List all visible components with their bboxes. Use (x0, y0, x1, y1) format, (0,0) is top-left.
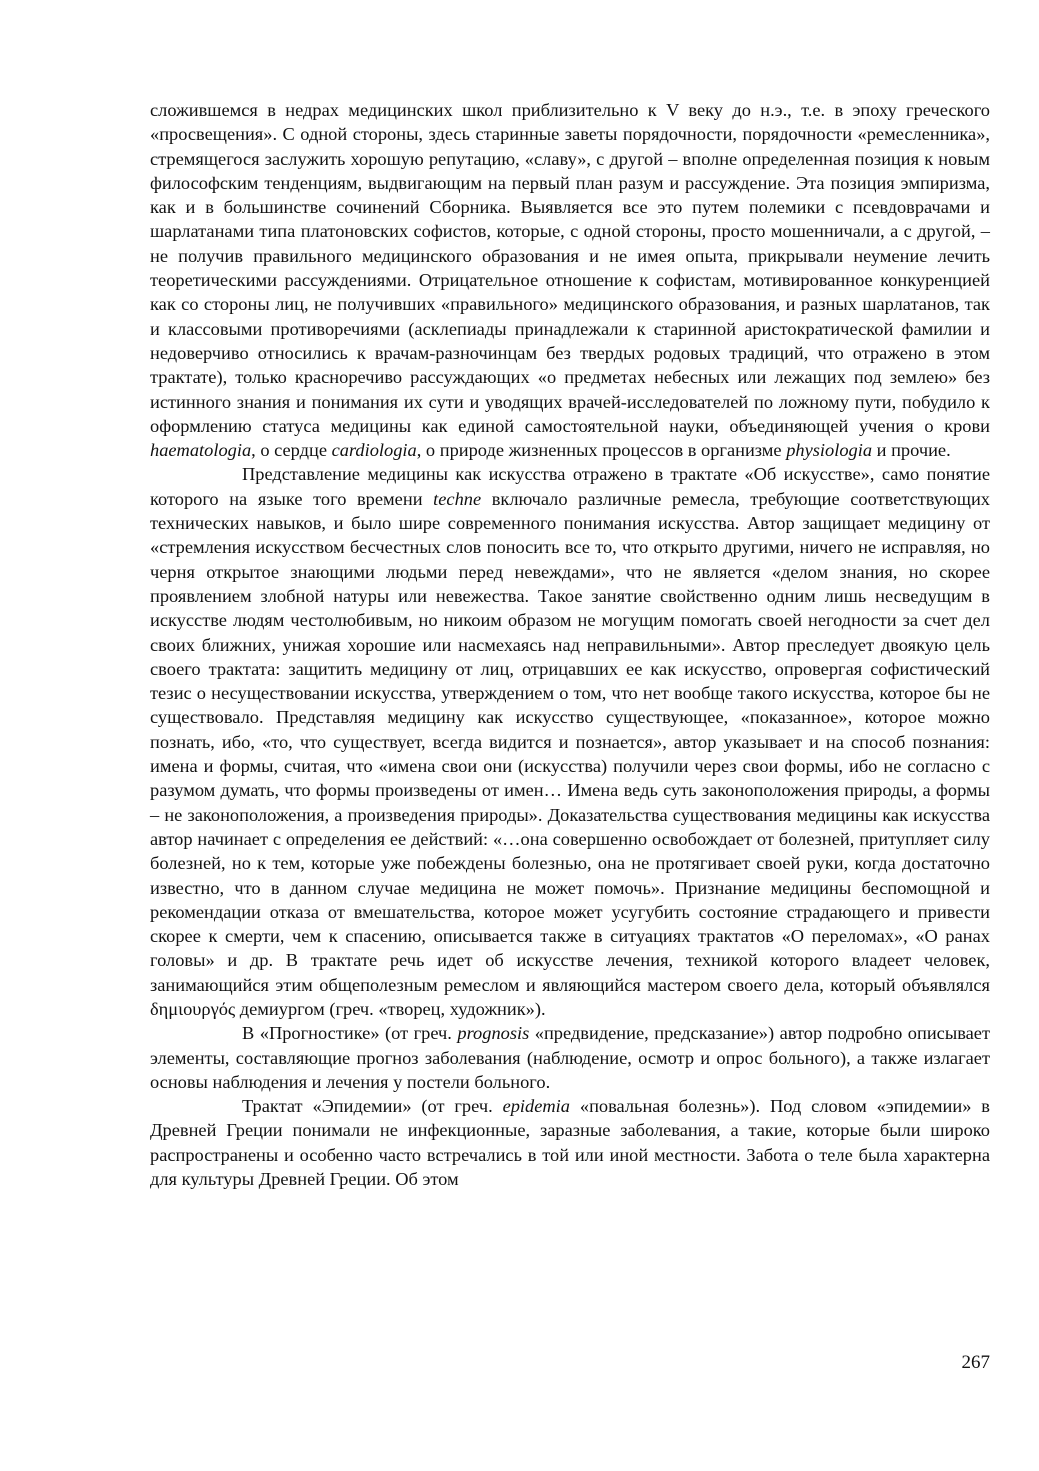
text-segment: , о природе жизненных процессов в организме (416, 440, 787, 461)
text-segment: включало различные ремесла, требующие соответствующих технических навыков, и было шире современного понимания искусства. Автор защищает медицину от «стремления искусством бесчестных слов поносить все то, что открыто другими, ничего не исправляя, но черня открытое знающими людьми перед невеждами», что не является «делом знания, но скорее проявлением злобной натуры или невежества. Такое занятие свойственно одним лишь несведущим в искусстве людям честолюбивым, но никоим образом не могущим помогать своей негодности за счет дел своих ближних, унижая хорошие или насмехаясь над неправильными». Автор преследует двоякую цель своего трактата: защитить медицину от лиц, отрицавших ее как искусство, опровергая софистический тезис о несуществовании искусства, утверждением о том, что нет вообще такого искусства, которое бы не существовало. Представляя медицину как искусство существующее, «показанное», которое можно познать, ибо, «то, что существует, всегда видится и познается», автор указывает и на способ познания: имена и формы, считая, что «имена свои они (искусства) получили через свои формы, ибо не согласно с разумом думать, что формы произведены от имен… Имена ведь суть законоположения природы, а формы – не законоположения, а произведения природы». Доказательства существования медицины как искусства автор начинает с определения ее действий: «…она совершенно освобождает от болезней, притупляет силу болезней, но к тем, которые уже побеждены болезнью, она не протягивает своей руки, когда достаточно известно, что в данном случае медицина не может помочь». Признание медицины беспомощной и рекомендации отказа от вмешательства, которое может усугубить состояние страдающего и привести скорее к смерти, чем к спасению, описывается также в ситуациях трактатов «О переломах», «О ранах головы» и др. В трактате речь идет об искусстве лечения, техникой которого владеет человек, занимающийся этим общеполезным ремеслом и являющийся мастером своего дела, который объявлялся δημιουργός демиургом (греч. «творец, художник»). (150, 488, 990, 1019)
text-segment: сложившемся в недрах медицинских школ приблизительно к V веку до н.э., т.е. в эпоху греческого «просвещения». С одной стороны, здесь старинные заветы порядочности, порядочности «ремесленника», стремящегося заслужить хорошую репутацию, «славу», с другой – вполне определенная позиция к новым философским тенденциям, выдвигающим на первый план разум и рассуждение. Эта позиция эмпиризма, как и в большинстве сочинений Сборника. Выявляется все это путем полемики с псевдоврачами и шарлатанами типа платоновских софистов, которые, с одной стороны, просто мошенничали, а с другой, – не получив правильного медицинского образования и не имея опыта, прикрывали неумение лечить теоретическими рассуждениями. Отрицательное отношение к софистам, мотивированное конкуренцией как со стороны лиц, не получивших «правильного» медицинского образования, и разных шарлатанов, так и классовыми противоречиями (асклепиады принадлежали к старинной аристократической фамилии и недоверчиво относились к врачам-разночинцам без твердых родовых традиций, что отражено в этом трактате), только красноречиво рассуждающих «о предметах небесных или лежащих под землею» без истинного знания и понимания их сути и уводящих врачей-исследователей по ложному пути, побудило к оформлению статуса медицины как единой самостоятельной науки, объединяющей учения о крови (150, 100, 990, 436)
term-haematologia: haematologia (150, 440, 252, 461)
term-prognosis: prognosis (457, 1023, 530, 1044)
term-physiologia: physiologia (786, 440, 873, 461)
text-segment: «повальная болезнь»). Под словом «эпидемии» в Древней Греции понимали не инфекционные, заразные заболевания, а такие, которые были широко распространены и особенно часто встречались в той или иной местности. Забота о теле была характерна для культуры Древней Греции. Об этом (150, 1096, 990, 1190)
term-techne: techne (433, 488, 482, 509)
text-segment: , о сердце (251, 440, 332, 461)
paragraph-2 (150, 462, 990, 1021)
text-segment: Представление медицины как искусства отражено в трактате «Об искусстве», само понятие которого на языке того времени (150, 464, 990, 509)
page-number: 267 (961, 1352, 990, 1373)
text-segment: «предвидение, предсказание») автор подробно описывает элементы, составляющие прогноз заболевания (наблюдение, осмотр и опрос больного), а также излагает основы наблюдения и лечения у постели больного. (150, 1023, 990, 1092)
page-body (150, 98, 990, 1191)
text-segment: Трактат «Эпидемии» (от греч. (242, 1096, 503, 1117)
term-cardiologia: cardiologia (331, 440, 417, 461)
term-epidemia: epidemia (502, 1096, 570, 1117)
paragraph-1 (150, 98, 990, 462)
text-segment: В «Прогностике» (от греч. (242, 1023, 458, 1044)
text-segment: и прочие. (872, 440, 951, 461)
paragraph-4 (150, 1094, 990, 1191)
paragraph-3 (150, 1021, 990, 1094)
